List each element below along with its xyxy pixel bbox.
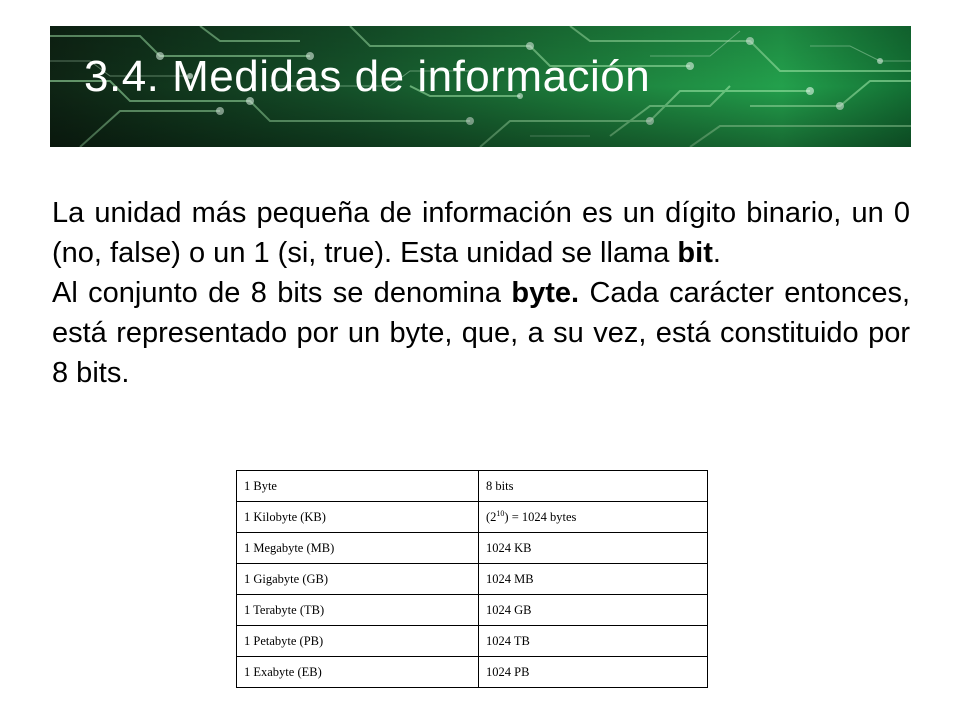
value-pre: (2 <box>486 510 497 525</box>
paragraph-bit <box>52 193 910 273</box>
unit-cell: 1 Kilobyte (KB) <box>237 502 479 533</box>
value-cell: 1024 PB <box>479 657 708 688</box>
value-cell: 1024 KB <box>479 533 708 564</box>
slide-body <box>52 193 910 393</box>
unit-cell: 1 Byte <box>237 471 479 502</box>
term-byte: byte. <box>511 277 580 309</box>
value-post: ) = 1024 bytes <box>504 510 577 525</box>
unit-cell: 1 Exabyte (EB) <box>237 657 479 688</box>
table-row <box>237 502 708 533</box>
paragraph-byte <box>52 273 910 393</box>
paragraph-byte-text: Cada carácter entonces, está representado por un byte, que, a su vez, está constituido por 8 bits. <box>52 277 911 389</box>
paragraph-bit-text: La unidad más pequeña de información es un dígito binario, un 0 (no, false) o un 1 (si, true). Esta unidad se llama <box>52 197 910 269</box>
table-row <box>237 626 708 657</box>
unit-cell: 1 Petabyte (PB) <box>237 626 479 657</box>
term-bit: bit <box>677 237 713 269</box>
unit-cell: 1 Megabyte (MB) <box>237 533 479 564</box>
unit-cell: 1 Terabyte (TB) <box>237 595 479 626</box>
value-cell: 8 bits <box>479 471 708 502</box>
value-cell: 1024 MB <box>479 564 708 595</box>
table-row <box>237 471 708 502</box>
value-exponent: 10 <box>496 508 505 518</box>
paragraph-bit-end: . <box>712 237 721 269</box>
paragraph-byte-start: Al conjunto de 8 bits se denomina <box>52 277 512 309</box>
table-row <box>237 595 708 626</box>
table-row <box>237 657 708 688</box>
value-cell: 1024 GB <box>479 595 708 626</box>
table-row <box>237 533 708 564</box>
value-cell: 1024 TB <box>479 626 708 657</box>
value-cell <box>479 502 708 533</box>
table-row <box>237 564 708 595</box>
slide-title: 3.4. Medidas de información <box>84 52 651 101</box>
unit-cell: 1 Gigabyte (GB) <box>237 564 479 595</box>
title-banner <box>50 26 911 147</box>
units-table <box>236 470 708 688</box>
